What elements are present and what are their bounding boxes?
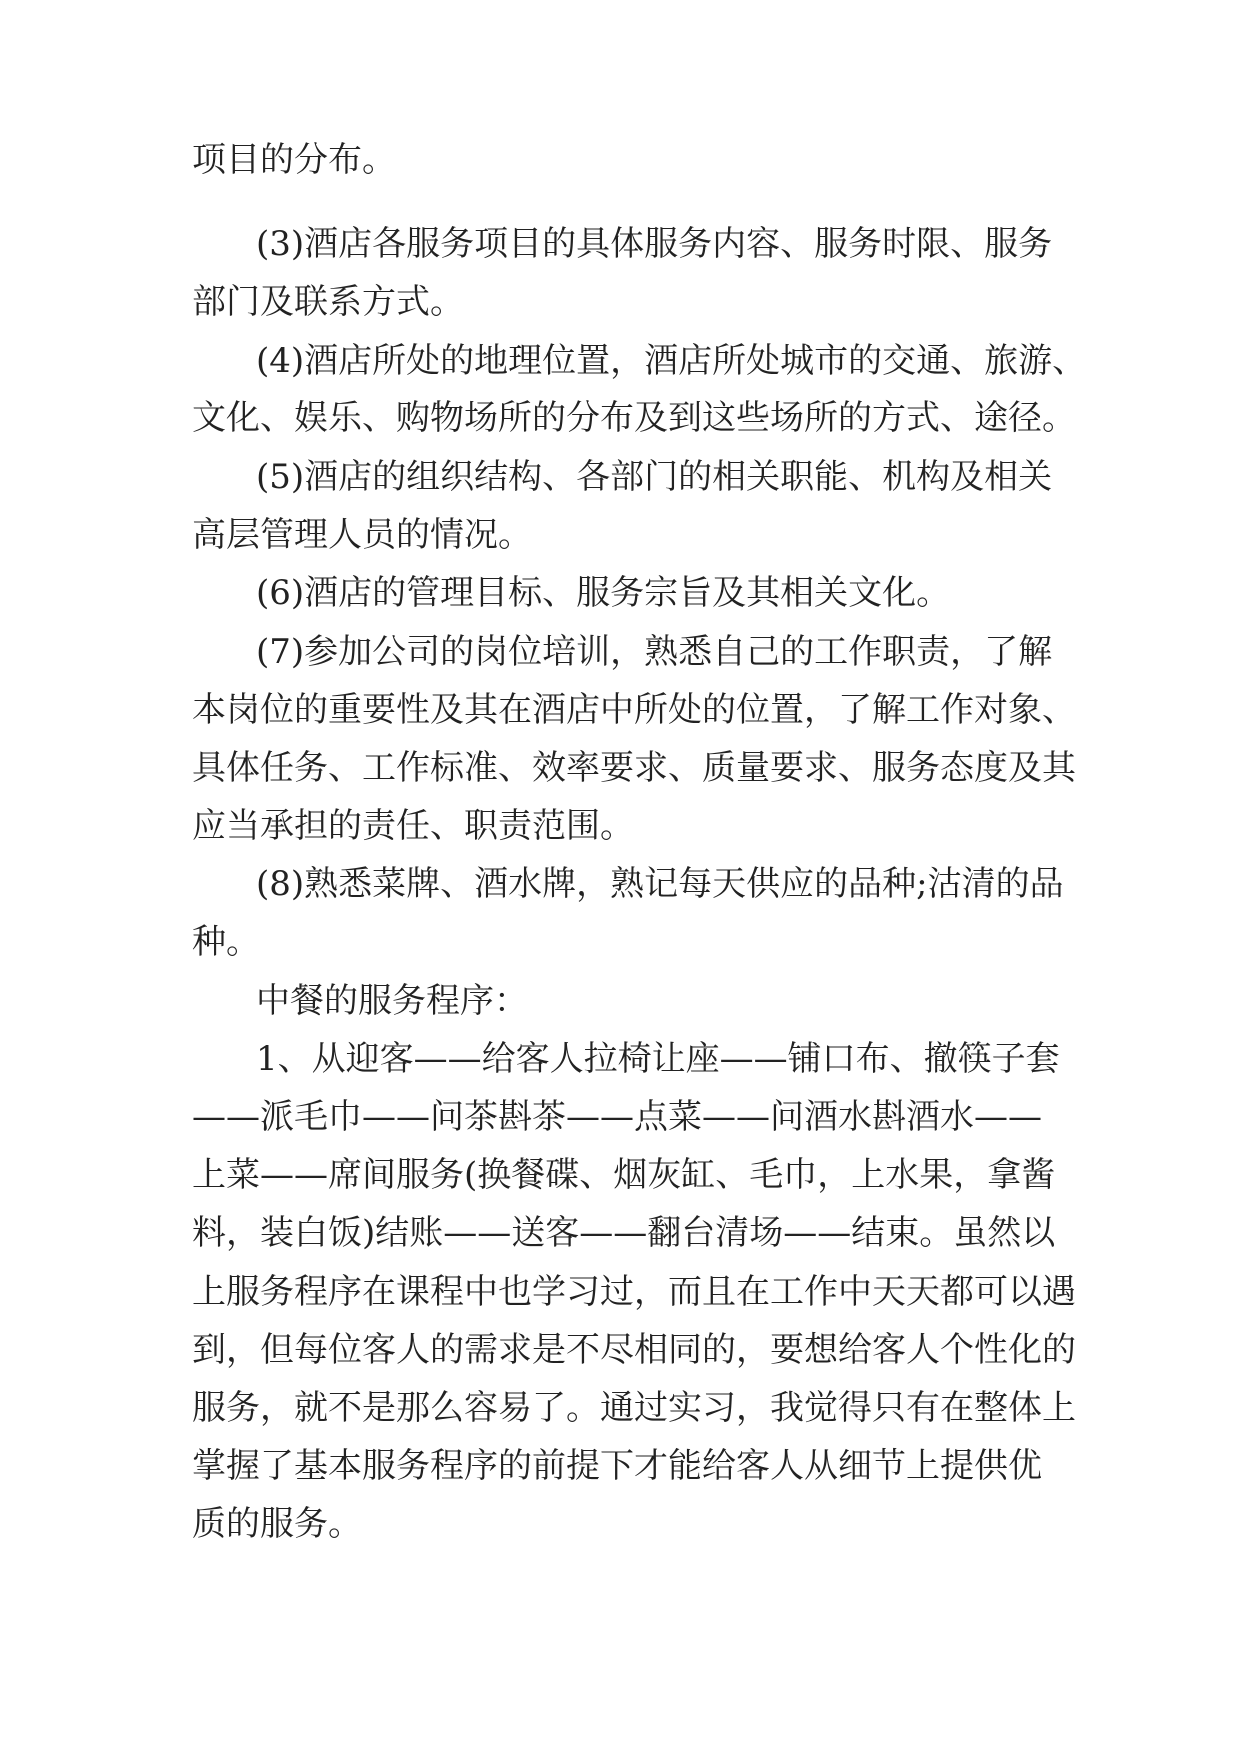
text-line: 服务，就不是那么容易了。通过实习，我觉得只有在整体上 [192, 1388, 1076, 1428]
text-line: 掌握了基本服务程序的前提下才能给客人从细节上提供优 [192, 1446, 1042, 1486]
text-line: 文化、娱乐、购物场所的分布及到这些场所的方式、途径。 [192, 398, 1076, 438]
text-line: 到，但每位客人的需求是不尽相同的，要想给客人个性化的 [192, 1330, 1076, 1370]
text-line: 种。 [192, 922, 260, 962]
text-line: 项目的分布。 [192, 140, 396, 180]
text-line: 本岗位的重要性及其在酒店中所处的位置，了解工作对象、 [192, 690, 1076, 730]
text-line: 质的服务。 [192, 1504, 362, 1544]
text-line: (8)熟悉菜牌、酒水牌，熟记每天供应的品种;沽清的品 [256, 864, 1064, 904]
text-line: 料，装白饭)结账——送客——翻台清场——结束。虽然以 [192, 1213, 1056, 1253]
text-line: (4)酒店所处的地理位置，酒店所处城市的交通、旅游、 [256, 341, 1087, 381]
text-line: 部门及联系方式。 [192, 282, 464, 322]
text-line: 1、从迎客——给客人拉椅让座——铺口布、撤筷子套 [256, 1039, 1060, 1079]
text-line: 具体任务、工作标准、效率要求、质量要求、服务态度及其 [192, 748, 1076, 788]
text-line: 上服务程序在课程中也学习过，而且在工作中天天都可以遇 [192, 1272, 1076, 1312]
text-line: 应当承担的责任、职责范围。 [192, 806, 634, 846]
text-line: (7)参加公司的岗位培训，熟悉自己的工作职责，了解 [256, 632, 1053, 672]
text-line: ——派毛巾——问茶斟茶——点菜——问酒水斟酒水—— [192, 1097, 1042, 1137]
text-line: (3)酒店各服务项目的具体服务内容、服务时限、服务 [256, 224, 1053, 264]
text-line: 上菜——席间服务(换餐碟、烟灰缸、毛巾，上水果，拿酱 [192, 1155, 1056, 1195]
text-line: (5)酒店的组织结构、各部门的相关职能、机构及相关 [256, 457, 1053, 497]
text-line: 高层管理人员的情况。 [192, 515, 532, 555]
text-line: (6)酒店的管理目标、服务宗旨及其相关文化。 [256, 573, 951, 613]
text-line: 中餐的服务程序： [256, 981, 528, 1021]
